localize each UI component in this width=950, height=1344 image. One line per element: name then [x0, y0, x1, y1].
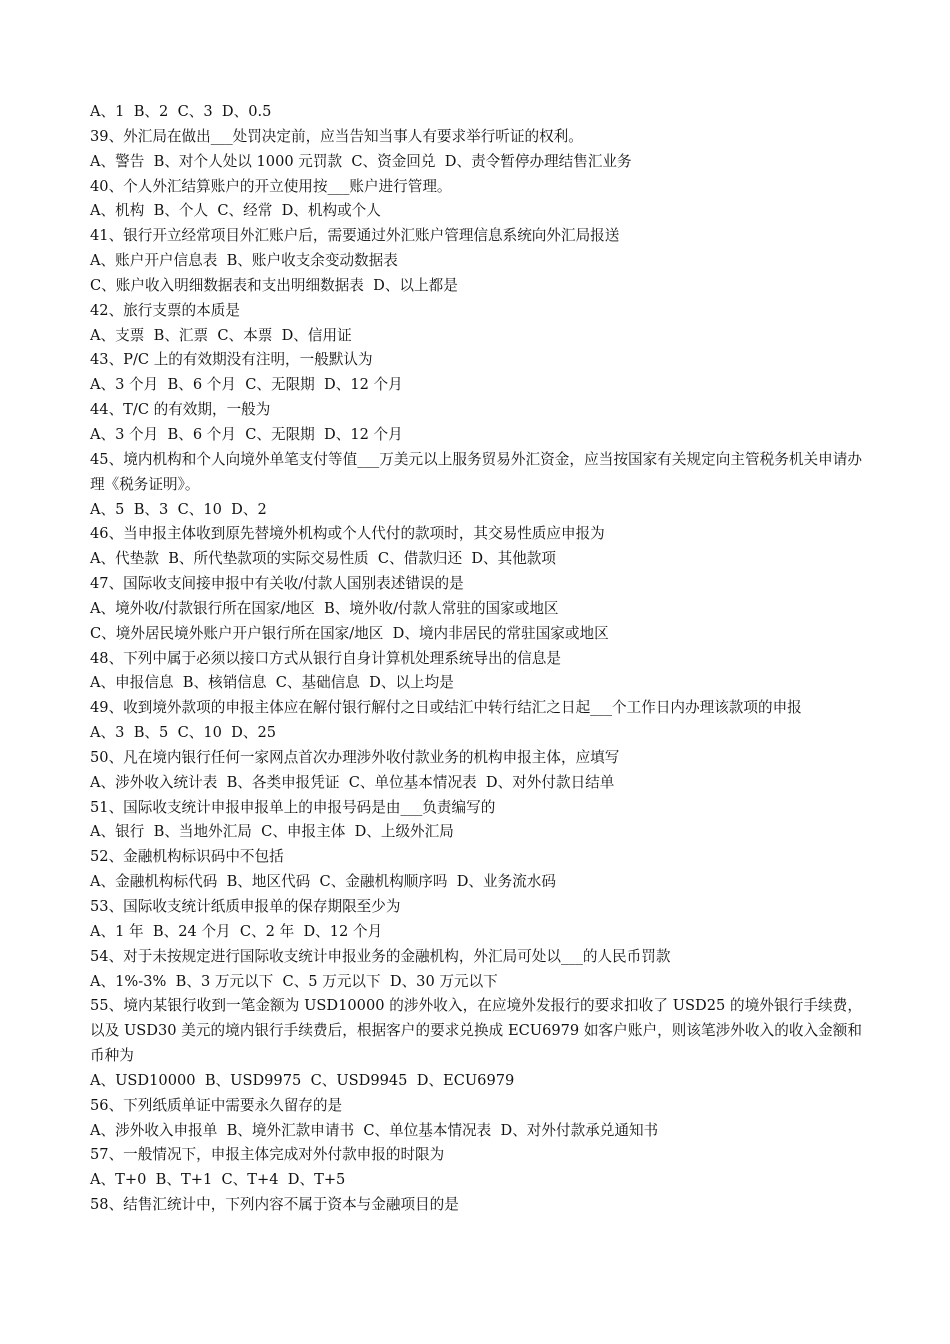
options-47-a-b: A、境外收/付款银行所在国家/地区 B、境外收/付款人常驻的国家或地区	[90, 599, 559, 617]
question-54: 54、对于未按规定进行国际收支统计申报业务的金融机构，外汇局可处以___的人民币罚款	[90, 947, 671, 965]
question-41: 41、银行开立经常项目外汇账户后，需要通过外汇账户管理信息系统向外汇局报送	[90, 227, 620, 245]
question-46: 46、当申报主体收到原先替境外机构或个人代付的款项时，其交易性质应申报为	[90, 525, 605, 543]
question-52: 52、金融机构标识码中不包括	[90, 848, 284, 866]
options-48: A、申报信息 B、核销信息 C、基础信息 D、以上均是	[90, 674, 454, 692]
options-40: A、机构 B、个人 C、经常 D、机构或个人	[90, 202, 381, 220]
options-52: A、金融机构标代码 B、地区代码 C、金融机构顺序吗 D、业务流水码	[90, 873, 556, 891]
options-44: A、3 个月 B、6 个月 C、无限期 D、12 个月	[90, 425, 403, 443]
options-57: A、T+0 B、T+1 C、T+4 D、T+5	[90, 1171, 346, 1189]
question-55: 55、境内某银行收到一笔金额为 USD10000 的涉外收入，在应境外发报行的要求扣收了 USD25 的境外银行手续费，以及 USD30 美元的境内银行手续费后，根据客户的要求兑换成 ECU6979 如客户账户，则该笔涉外收入的收入金额和币种为	[90, 997, 862, 1065]
question-56: 56、下列纸质单证中需要永久留存的是	[90, 1096, 343, 1114]
question-45: 45、境内机构和个人向境外单笔支付等值___万美元以上服务贸易外汇资金，应当按国家有关规定向主管税务机关申请办理《税务证明》。	[90, 450, 862, 493]
text-line: A、1 B、2 C、3 D、0.5	[90, 103, 272, 120]
question-43: 43、P/C 上的有效期没有注明，一般默认为	[90, 351, 373, 369]
options-43: A、3 个月 B、6 个月 C、无限期 D、12 个月	[90, 376, 403, 394]
question-58: 58、结售汇统计中，下列内容不属于资本与金融项目的是	[90, 1196, 459, 1214]
question-40: 40、个人外汇结算账户的开立使用按___账户进行管理。	[90, 177, 452, 195]
options-53: A、1 年 B、24 个月 C、2 年 D、12 个月	[90, 922, 383, 940]
options-42: A、支票 B、汇票 C、本票 D、信用证	[90, 326, 352, 344]
question-51: 51、国际收支统计申报申报单上的申报号码是由___负责编写的	[90, 798, 496, 816]
question-44: 44、T/C 的有效期，一般为	[90, 401, 271, 419]
question-48: 48、下列中属于必须以接口方式从银行自身计算机处理系统导出的信息是	[90, 649, 561, 667]
question-50: 50、凡在境内银行任何一家网点首次办理涉外收付款业务的机构申报主体，应填写	[90, 748, 620, 766]
options-39: A、警告 B、对个人处以 1000 元罚款 C、资金回兑 D、责令暂停办理结售汇业务	[90, 152, 632, 170]
options-56: A、涉外收入申报单 B、境外汇款申请书 C、单位基本情况表 D、对外付款承兑通知书	[90, 1121, 659, 1139]
question-57: 57、一般情况下，申报主体完成对外付款申报的时限为	[90, 1146, 445, 1164]
options-41-c-d: C、账户收入明细数据表和支出明细数据表 D、以上都是	[90, 276, 458, 294]
options-41-a-b: A、账户开户信息表 B、账户收支余变动数据表	[90, 252, 398, 270]
options-46: A、代垫款 B、所代垫款项的实际交易性质 C、借款归还 D、其他款项	[90, 550, 556, 568]
question-49: 49、收到境外款项的申报主体应在解付银行解付之日或结汇中转行结汇之日起___个工作日内办理该款项的申报	[90, 699, 802, 717]
question-42: 42、旅行支票的本质是	[90, 301, 240, 319]
options-50: A、涉外收入统计表 B、各类申报凭证 C、单位基本情况表 D、对外付款日结单	[90, 773, 615, 791]
options-45: A、5 B、3 C、10 D、2	[90, 500, 267, 518]
options-47-c-d: C、境外居民境外账户开户银行所在国家/地区 D、境内非居民的常驻国家或地区	[90, 624, 609, 642]
options-49: A、3 B、5 C、10 D、25	[90, 724, 277, 742]
document-page	[90, 100, 862, 1218]
options-54: A、1%-3% B、3 万元以下 C、5 万元以下 D、30 万元以下	[90, 972, 498, 990]
question-53: 53、国际收支统计纸质申报单的保存期限至少为	[90, 898, 401, 915]
options-55: A、USD10000 B、USD9975 C、USD9945 D、ECU6979	[90, 1071, 515, 1089]
question-39: 39、外汇局在做出___处罚决定前，应当告知当事人有要求举行听证的权利。	[90, 127, 583, 145]
options-51: A、银行 B、当地外汇局 C、申报主体 D、上级外汇局	[90, 823, 454, 841]
question-47: 47、国际收支间接申报中有关收/付款人国别表述错误的是	[90, 575, 464, 593]
